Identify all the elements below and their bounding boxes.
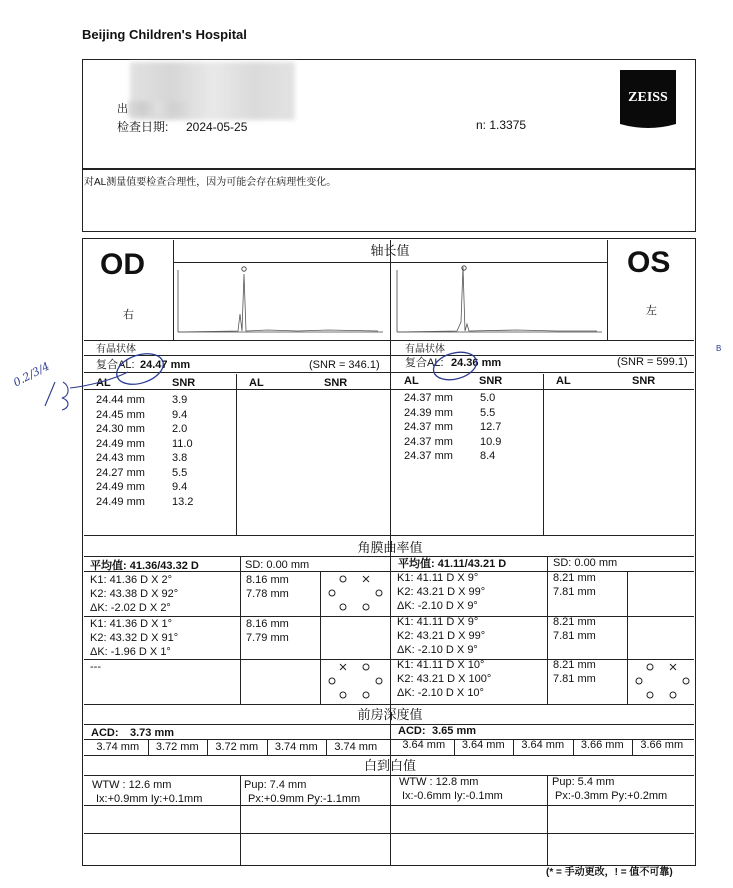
os-snr-value: 5.0: [480, 392, 496, 404]
od-r2: 7.78 mm: [246, 588, 289, 600]
od-snr-value: 13.2: [172, 495, 194, 508]
od-pxy: Px:+0.9mm Py:-1.1mm: [248, 793, 361, 805]
od-acd-measurement: 3.72 mm: [155, 741, 199, 753]
od-delta-k: ΔK: -2.02 D X 2°: [90, 602, 171, 614]
od-al-value: 24.43 mm: [96, 452, 145, 464]
os-acd-label: ACD:: [398, 725, 426, 737]
os-al-value: 24.37 mm: [404, 435, 453, 448]
od-pup: Pup: 7.4 mm: [244, 779, 307, 791]
od-acd-value: 3.73 mm: [130, 727, 175, 739]
kerato-row2-bottom: [84, 659, 694, 660]
notice-text: 对AL测量值要检查合理性，因为可能会存在病理性变化。: [84, 177, 337, 188]
os-r2: 7.81 mm: [553, 673, 596, 685]
os-snr-value: 10.9: [480, 435, 502, 448]
os-k1: K1: 41.11 D X 10°: [397, 659, 485, 671]
od-label: OD: [100, 248, 145, 281]
footer-legend: (* = 手动更改，! = 值不可靠): [546, 867, 673, 878]
hospital-name: Beijing Children's Hospital: [82, 27, 247, 42]
os-lens-status: 有晶状体: [405, 344, 445, 355]
od-composite-label: 复合AL:: [96, 359, 135, 371]
os-r2: 7.81 mm: [553, 586, 596, 598]
od-composite-value: 24.47 mm: [140, 359, 191, 371]
od-al-value: 24.27 mm: [96, 466, 145, 479]
axial-title: 轴长值: [370, 243, 410, 258]
od-snr-value: 9.4: [172, 481, 188, 493]
os-side: 左: [646, 305, 657, 317]
od-r2: 7.79 mm: [246, 632, 289, 644]
od-snr2-header: SNR: [324, 377, 348, 389]
os-r2: 7.81 mm: [553, 630, 596, 642]
svg-text:ZEISS: ZEISS: [628, 90, 668, 105]
od-snr-value: 3.9: [172, 394, 188, 406]
exam-date-label: 检查日期:: [117, 120, 169, 134]
od-snr-value: 3.8: [172, 452, 188, 464]
os-k2: K2: 43.21 D X 100°: [397, 673, 492, 685]
os-r1: 8.21 mm: [553, 616, 596, 628]
redacted-dob: [128, 101, 188, 116]
os-kerato-sd: SD: 0.00 mm: [553, 557, 618, 569]
wtw-blank-row: [84, 833, 694, 834]
wtw-title: 白到白值: [363, 758, 416, 773]
od-al-header: AL: [96, 377, 111, 389]
os-k-col2: [627, 571, 628, 704]
od-k2: K2: 43.38 D X 92°: [90, 588, 179, 600]
od-al-value: 24.49 mm: [96, 481, 145, 493]
od-k-col1: [240, 556, 241, 704]
od-k1: K1: 41.36 D X 1°: [90, 618, 173, 630]
os-al-value: 24.39 mm: [404, 406, 453, 419]
os-composite-value: 24.36 mm: [451, 357, 502, 369]
od-side: 右: [123, 309, 134, 321]
os-r1: 8.21 mm: [553, 659, 596, 671]
kerato-row1-bottom: [84, 616, 694, 617]
od-al2-header: AL: [249, 377, 264, 389]
os-al-value: 24.37 mm: [404, 421, 453, 433]
os-al2-header: AL: [556, 375, 571, 387]
od-snr-value: 11.0: [172, 437, 193, 450]
handwritten-note: 0.2/3/4: [11, 359, 52, 390]
od-acd-measurement: 3.74 mm: [274, 741, 318, 753]
od-acd-cell-divider: [267, 739, 268, 755]
os-mire-3: [632, 662, 692, 702]
os-snr-value: 5.5: [480, 406, 496, 419]
os-composite-label: 复合AL:: [405, 357, 444, 369]
od-mire-1: [325, 574, 385, 614]
od-acd-cell-divider: [148, 739, 149, 755]
od-al-value: 24.45 mm: [96, 408, 145, 421]
os-label: OS: [627, 246, 671, 279]
os-al-value: 24.37 mm: [404, 392, 453, 404]
od-acd-label: ACD:: [91, 727, 119, 739]
handwritten-side-mark: B: [716, 344, 722, 353]
od-snr-value: 5.5: [172, 466, 188, 479]
os-delta-k: ΔK: -2.10 D X 10°: [397, 687, 484, 699]
os-k1: K1: 41.11 D X 9°: [397, 572, 479, 584]
od-acd-measurement: 3.74 mm: [334, 741, 378, 753]
waveform-top-border: [173, 262, 607, 263]
od-al-value: 24.30 mm: [96, 423, 145, 435]
acd-title-bottom: [84, 724, 694, 725]
od-composite-snr: (SNR = 346.1): [309, 359, 380, 371]
acd-cells-bottom: [84, 755, 694, 756]
os-k1: K1: 41.11 D X 9°: [397, 616, 479, 628]
od-k1: ---: [90, 661, 101, 673]
dob-label: 出: [117, 103, 128, 115]
od-ixy: Ix:+0.9mm Iy:+0.1mm: [96, 793, 203, 805]
os-kerato-mean: 平均值: 41.11/43.21 D: [398, 558, 507, 570]
od-al-value: 24.49 mm: [96, 495, 145, 508]
os-acd-measurement: 3.66 mm: [580, 739, 624, 751]
os-ixy: Ix:-0.6mm Iy:-0.1mm: [402, 790, 503, 802]
od-mire-3: [325, 662, 385, 702]
os-al-header: AL: [404, 375, 419, 387]
os-wtw-divider: [547, 775, 548, 865]
kerato-top: [84, 535, 694, 536]
od-snr-value: 9.4: [172, 408, 188, 421]
os-acd-measurement: 3.64 mm: [521, 739, 565, 751]
os-acd-cell-divider: [632, 739, 633, 755]
os-composite-snr: (SNR = 599.1): [617, 356, 688, 368]
od-wtw: WTW : 12.6 mm: [92, 779, 172, 791]
od-r1: 8.16 mm: [246, 574, 289, 586]
od-kerato-sd: SD: 0.00 mm: [245, 559, 310, 571]
od-snr-value: 2.0: [172, 423, 188, 435]
kerato-mean-bottom: [84, 571, 694, 572]
wtw-row-bottom: [84, 805, 694, 806]
os-acd-measurement: 3.66 mm: [640, 739, 684, 751]
os-snr-header: SNR: [479, 375, 503, 387]
od-k2: K2: 43.32 D X 91°: [90, 632, 179, 644]
os-acd-cell-divider: [454, 739, 455, 755]
os-snr-value: 12.7: [480, 421, 502, 433]
od-snr-header: SNR: [172, 377, 196, 389]
os-pxy: Px:-0.3mm Py:+0.2mm: [555, 790, 668, 802]
od-wtw-divider: [240, 775, 241, 865]
os-snr-value: 8.4: [480, 450, 496, 462]
od-r1: 8.16 mm: [246, 618, 289, 630]
os-acd-value: 3.65 mm: [432, 725, 477, 737]
os-delta-k: ΔK: -2.10 D X 9°: [397, 600, 478, 612]
od-lens-status: 有晶状体: [96, 344, 136, 355]
od-acd-measurement: 3.74 mm: [96, 741, 140, 753]
od-delta-k: ΔK: -1.96 D X 1°: [90, 646, 171, 658]
os-wtw: WTW : 12.8 mm: [399, 776, 479, 788]
od-acd-cell-divider: [326, 739, 327, 755]
os-acd-measurement: 3.64 mm: [402, 739, 446, 751]
os-snr2-header: SNR: [632, 375, 656, 387]
os-k2: K2: 43.21 D X 99°: [397, 586, 486, 598]
handwritten-annotations: [0, 320, 700, 520]
acd-title: 前房深度值: [357, 707, 423, 722]
os-r1: 8.21 mm: [553, 572, 596, 584]
od-acd-cell-divider: [207, 739, 208, 755]
os-al-value: 24.37 mm: [404, 450, 453, 462]
os-delta-k: ΔK: -2.10 D X 9°: [397, 644, 478, 656]
od-acd-measurement: 3.72 mm: [215, 741, 259, 753]
os-k-col1: [547, 556, 548, 704]
od-kerato-mean: 平均值: 41.36/43.32 D: [90, 560, 199, 572]
zeiss-logo: [620, 70, 676, 137]
os-acd-measurement: 3.64 mm: [461, 739, 505, 751]
kerato-title: 角膜曲率值: [357, 540, 423, 555]
acd-top: [84, 704, 694, 705]
od-k1: K1: 41.36 D X 2°: [90, 574, 173, 586]
os-pup: Pup: 5.4 mm: [552, 776, 615, 788]
refractive-index: n: 1.3375: [476, 118, 527, 132]
exam-date: 2024-05-25: [186, 120, 248, 134]
od-k-col2: [320, 571, 321, 704]
od-al-value: 24.49 mm: [96, 437, 145, 450]
os-acd-cell-divider: [513, 739, 514, 755]
os-k2: K2: 43.21 D X 99°: [397, 630, 486, 642]
os-acd-cell-divider: [573, 739, 574, 755]
od-al-value: 24.44 mm: [96, 394, 145, 406]
